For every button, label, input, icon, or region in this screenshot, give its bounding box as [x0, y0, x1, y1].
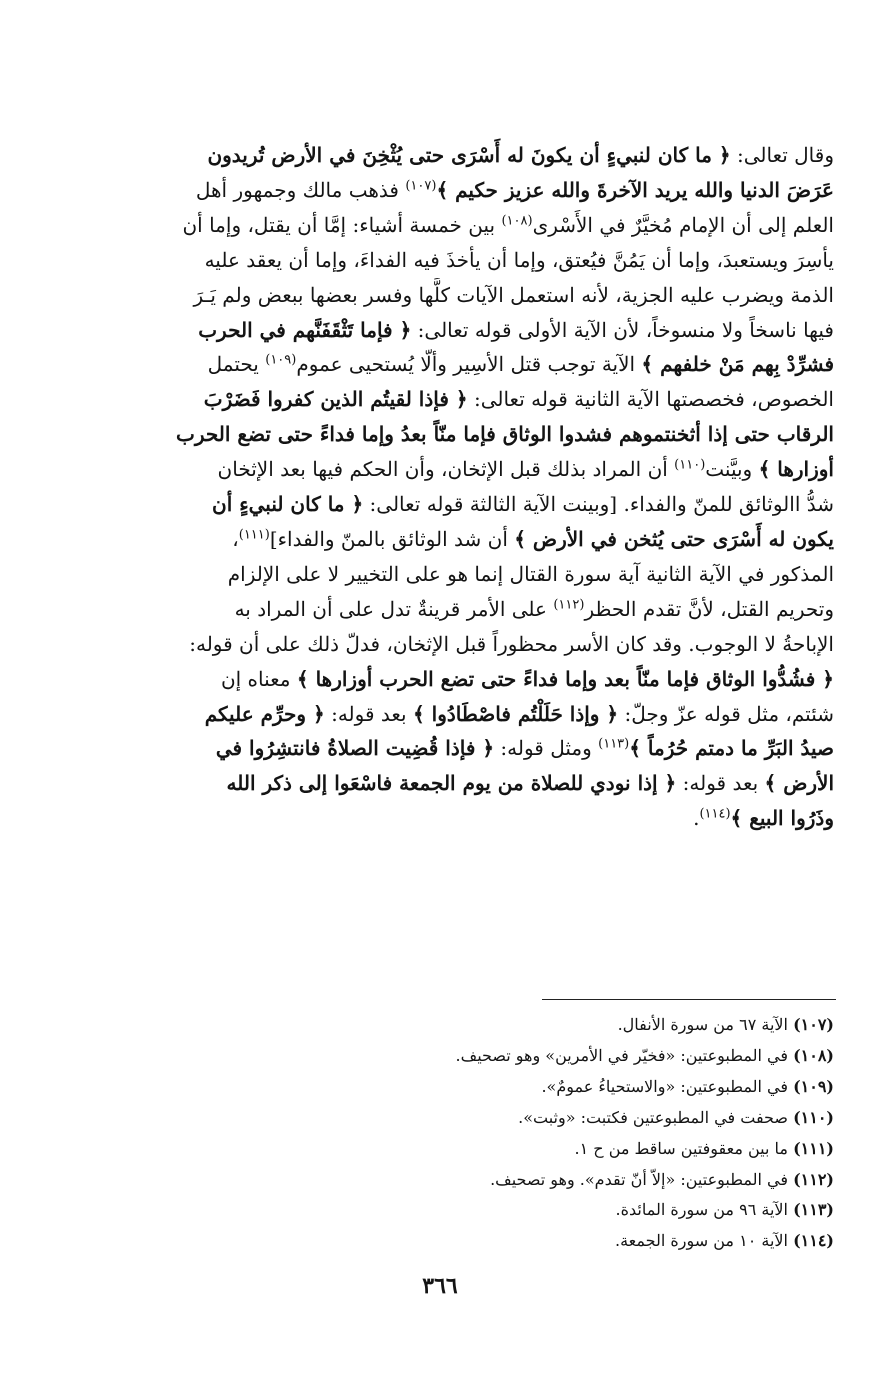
text-run: معناه إن	[220, 666, 297, 691]
footnote-text: الآية ٩٦ من سورة المائدة.	[615, 1200, 794, 1220]
text-run: وبيَّنت	[705, 457, 759, 482]
quran-quote: الرقاب حتى إذا أثخنتموهم فشدوا الوثاق فإما منّاً بعدُ وإما فداءً حتى تضع الحرب	[175, 422, 834, 447]
text-run: بين خمسة أشياء: إمَّا أن يقتل، وإما أن	[182, 212, 502, 237]
text-line	[48, 557, 834, 592]
text-line	[48, 208, 834, 243]
quran-quote: ﴿ وحرِّم عليكم	[204, 701, 325, 726]
text-line	[48, 417, 834, 452]
quran-quote: يكون له أَسْرَى حتى يُثخن في الأرض ﴾	[514, 526, 834, 551]
text-line	[48, 522, 834, 557]
text-run: .	[693, 806, 700, 831]
footnote	[200, 1195, 834, 1226]
text-line	[48, 313, 834, 348]
footnote-text: الآية ١٠ من سورة الجمعة.	[615, 1231, 794, 1251]
text-run: الإباحةُ لا الوجوب. وقد كان الأسر محظوراً قبل الإثخان، فدلّ ذلك على أن قوله:	[189, 631, 834, 656]
text-line	[48, 487, 834, 522]
text-run: ومثل قوله:	[494, 736, 599, 761]
footnote-ref: (١٠٨)	[501, 213, 533, 229]
quran-quote: ﴿ ما كان لنبيءٍ أن يكونَ له أَسْرَى حتى يُثْخِنَ في الأرض تُريدون	[207, 143, 731, 167]
text-line	[48, 697, 834, 732]
text-line	[48, 592, 834, 627]
quran-quote: صيدُ البَرِّ ما دمتم حُرُماً ﴾	[629, 736, 834, 761]
footnote-number: (١١٠)	[793, 1107, 834, 1127]
quran-quote: ﴿ ما كان لنبيءٍ أن	[212, 492, 364, 517]
quran-quote: ﴿ فشُدُّوا الوثاق فإما منّاً بعد وإما فداءً حتى تضع الحرب أوزارها ﴾	[296, 666, 834, 691]
footnote-number: (١١١)	[793, 1138, 834, 1158]
footnotes	[200, 1010, 834, 1257]
text-run: المذكور في الآية الثانية آية سورة القتال إنما هو على التخيير لا على الإلزام	[227, 561, 834, 586]
footnote	[200, 1134, 834, 1165]
text-run: يحتمل	[207, 352, 266, 377]
text-run: الخصوص، فخصصتها الآية الثانية قوله تعالى:	[467, 387, 834, 412]
footnote-ref: (١١١)	[238, 527, 270, 543]
quran-quote: ﴿ فإذا قُضِيت الصلاةُ فانتشِرُوا في	[215, 736, 495, 761]
footnote-number: (١١٢)	[793, 1169, 834, 1189]
text-line	[48, 452, 834, 487]
text-line	[48, 662, 834, 697]
text-line	[48, 243, 834, 278]
text-run: وقال تعالى:	[730, 143, 834, 167]
footnote-separator	[542, 999, 836, 1000]
text-run: فذهب مالك وجمهور أهل	[195, 177, 406, 202]
footnote-number: (١١٣)	[793, 1200, 834, 1220]
quran-quote: ﴿ فإذا لقيتُم الذين كفروا فَضَرْبَ	[203, 387, 468, 412]
footnote	[200, 1226, 834, 1257]
text-run: على الأمر قرينةٌ تدل على أن المراد به	[234, 596, 554, 621]
text-run: أن شد الوثائق بالمنّ والفداء]	[269, 526, 515, 551]
text-run: بعد قوله:	[324, 701, 413, 726]
text-run: أن المراد بذلك قبل الإثخان، وأن الحكم فيها بعد الإثخان	[217, 457, 675, 482]
quran-quote: ﴿ فإما تَثْقَفَنَّهم في الحرب	[198, 317, 412, 342]
main-text	[48, 138, 834, 836]
text-line	[48, 347, 834, 382]
footnote-ref: (١١٤)	[699, 806, 731, 822]
quran-quote: الأرض ﴾	[764, 771, 834, 796]
text-line	[48, 138, 834, 173]
footnote-ref: (١١٠)	[674, 457, 706, 473]
footnote-text: في المطبوعتين: «فخيّر في الأمرين» وهو تصحيف.	[455, 1045, 794, 1065]
quran-quote: وذَرُوا البيع ﴾	[730, 806, 834, 831]
footnote-number: (١٠٩)	[793, 1076, 834, 1096]
footnote-text: الآية ٦٧ من سورة الأنفال.	[617, 1015, 794, 1034]
footnote-number: (١٠٧)	[793, 1015, 834, 1034]
text-run: يأسِرَ ويستعبدَ، وإما أن يَمُنَّ فيُعتق، وإما أن يأخذَ فيه الفداءَ، وإما أن يعقد عليه	[204, 247, 834, 272]
text-line	[48, 627, 834, 662]
text-line	[48, 766, 834, 801]
text-run: العلم إلى أن الإمام مُخيَّرٌ في الأَسْرى	[532, 212, 834, 237]
text-run: الآية توجب قتل الأسِير وألّا يُستحيى عموم	[296, 352, 642, 377]
quran-quote: فشرِّدْ بِهم مَنْ خلفهم ﴾	[641, 352, 834, 377]
quran-quote: أوزارها ﴾	[758, 457, 834, 482]
quran-quote: ﴿ إذا نودي للصلاة من يوم الجمعة فاسْعَوا إلى ذكر الله	[226, 771, 677, 796]
text-run: شئتم، مثل قوله عزّ وجلّ:	[618, 701, 834, 726]
footnote	[200, 1010, 834, 1041]
footnote-ref: (١٠٧)	[405, 178, 437, 194]
text-line	[48, 801, 834, 836]
text-line	[48, 278, 834, 313]
text-run: شدُّ االوثائق للمنّ والفداء. [وبينت الآية الثالثة قوله تعالى:	[363, 492, 834, 517]
text-line	[48, 173, 834, 208]
text-line	[48, 731, 834, 766]
footnote-ref: (١١٣)	[598, 736, 630, 752]
text-line	[48, 382, 834, 417]
footnote-number: (١١٤)	[793, 1231, 834, 1251]
footnote	[200, 1103, 834, 1134]
footnote-text: صحفت في المطبوعتين فكتبت: «وثبت».	[518, 1107, 794, 1127]
text-run: ،	[232, 526, 239, 551]
footnote	[200, 1072, 834, 1103]
quran-quote: عَرَضَ الدنيا والله يريد الآخرةَ والله عزيز حكيم ﴾	[436, 177, 834, 202]
text-run: وتحريم القتل، لأنَّ تقدم الحظر	[584, 596, 834, 621]
footnote-ref: (١٠٩)	[265, 352, 297, 368]
page-number: ٣٦٦	[422, 1273, 458, 1299]
footnote-text: ما بين معقوفتين ساقط من ح ١.	[574, 1138, 794, 1158]
quran-quote: ﴿ وإذا حَلَلْتُم فاصْطَادُوا ﴾	[412, 701, 619, 726]
footnote-text: في المطبوعتين: «والاستحياءُ عمومٌ».	[541, 1076, 794, 1096]
text-run: الذمة ويضرب عليه الجزية، لأنه استعمل الآيات كلَّها وفسر بعضها ببعض ولم يَـرَ	[193, 282, 834, 307]
footnote	[200, 1041, 834, 1072]
footnote-ref: (١١٢)	[553, 597, 585, 613]
footnote-text: في المطبوعتين: «إلاّ أنّ تقدم». وهو تصحيف.	[490, 1169, 794, 1189]
footnote-number: (١٠٨)	[793, 1045, 834, 1065]
text-run: بعد قوله:	[676, 771, 765, 796]
footnote	[200, 1165, 834, 1196]
text-run: فيها ناسخاً ولا منسوخاً، لأن الآية الأولى قوله تعالى:	[411, 317, 834, 342]
